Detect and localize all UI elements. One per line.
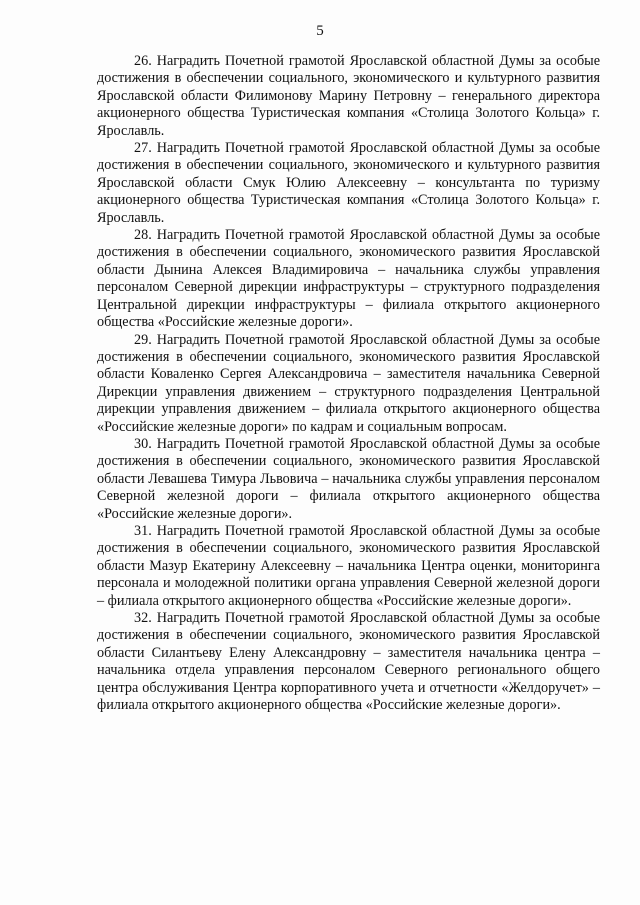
paragraph-26: 26. Наградить Почетной грамотой Ярославской областной Думы за особые достижения в обеспечении социального, экономического и культурного развития Ярославской области Филимонову Марину Петровну – генерального директора акционерного общества Туристическая компания «Столица Золотого Кольца» г. Ярославль.: [97, 53, 600, 139]
paragraph-32: 32. Наградить Почетной грамотой Ярославской областной Думы за особые достижения в обеспечении социального, экономического развития Ярославской области Силантьеву Елену Александровну – заместителя начальника центра – начальника отдела управления персоналом Северного регионального общего центра обслуживания Центра корпоративного учета и отчетности «Желдоручет» – филиала открытого акционерного общества «Российские железные дороги».: [97, 610, 600, 714]
paragraph-27: 27. Наградить Почетной грамотой Ярославской областной Думы за особые достижения в обеспечении социального, экономического и культурного развития Ярославской области Смук Юлию Алексеевну – консультанта по туризму акционерного общества Туристическая компания «Столица Золотого Кольца» г. Ярославль.: [97, 140, 600, 226]
paragraph-30: 30. Наградить Почетной грамотой Ярославской областной Думы за особые достижения в обеспечении социального, экономического развития Ярославской области Левашева Тимура Львовича – начальника службы управления персоналом Северной железной дороги – филиала открытого акционерного общества «Российские железные дороги».: [97, 435, 600, 522]
page-number: 5: [316, 23, 324, 39]
paragraph-28: 28. Наградить Почетной грамотой Ярославской областной Думы за особые достижения в обеспечении социального, экономического развития Ярославской области Дынина Алексея Владимировича – начальника службы управления персоналом Северной дирекции инфраструктуры – структурного подразделения Центральной дирекции инфраструктуры – филиала открытого акционерного общества «Российские железные дороги».: [97, 227, 600, 331]
paragraph-31: 31. Наградить Почетной грамотой Ярославской областной Думы за особые достижения в обеспечении социального, экономического развития Ярославской области Мазур Екатерину Алексеевну – начальника Центра оценки, мониторинга персонала и молодежной политики органа управления Северной железной дороги – филиала открытого акционерного общества «Российские железные дороги».: [97, 522, 600, 609]
paragraph-29: 29. Наградить Почетной грамотой Ярославской областной Думы за особые достижения в обеспечении социального, экономического развития Ярославской области Коваленко Сергея Александровича – заместителя начальника Северной Дирекции управления движением – структурного подразделения Центральной дирекции управления движением – филиала открытого акционерного общества «Российские железные дороги» по кадрам и социальным вопросам.: [97, 331, 600, 435]
document-body: [97, 53, 600, 714]
